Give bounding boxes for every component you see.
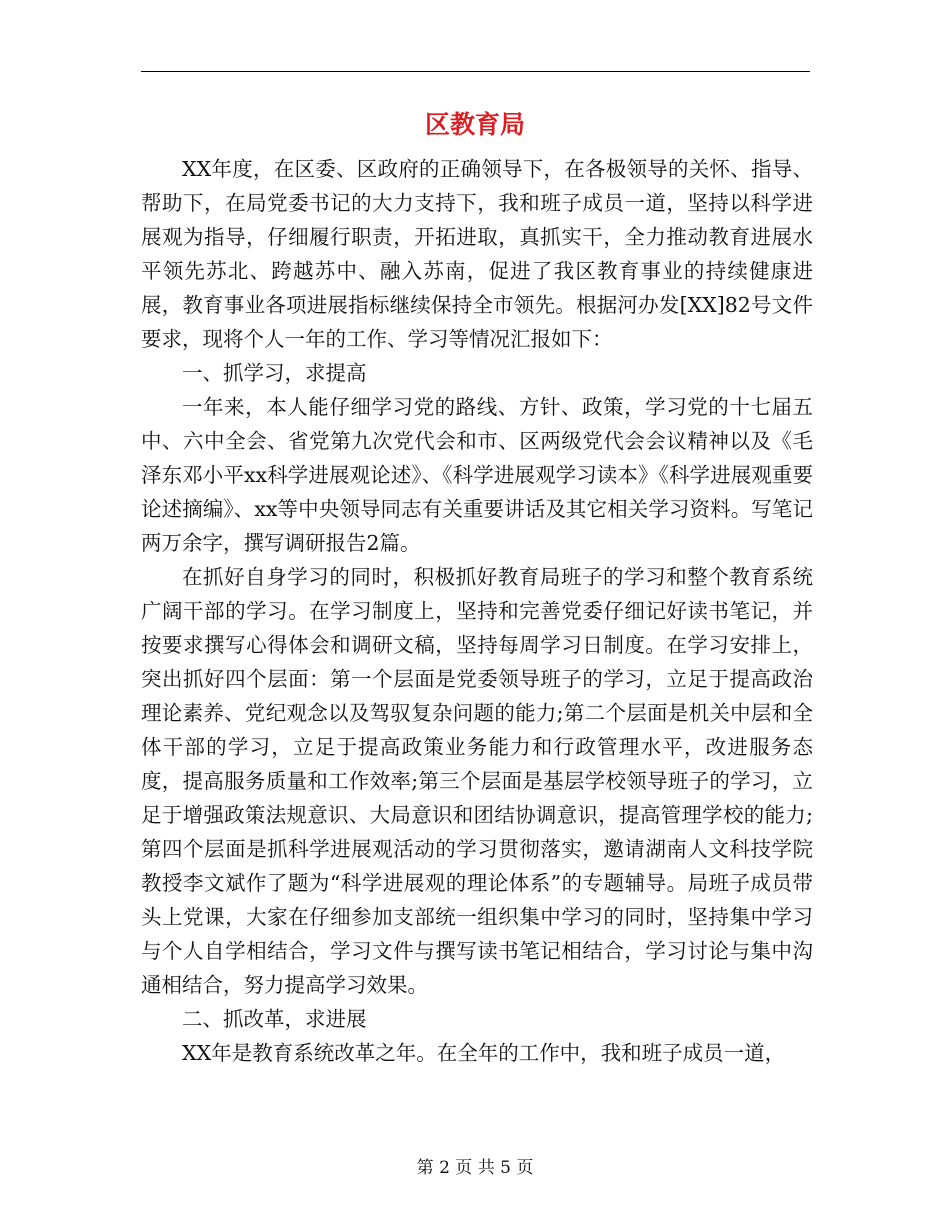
page-number-footer: 第 2 页 共 5 页	[416, 1158, 534, 1178]
document-title: 区教育局	[424, 110, 525, 139]
paragraph-study-1: 一年来，本人能仔细学习党的路线、方针、政策，学习党的十七届五中、六中全会、省党第九次党代会和市、区两级党代会会议精神以及《毛泽东邓小平xx科学进展观论述》、《科学进展观学习读本》《科学进展观重要论述摘编》、xx等中央领导同志有关重要讲话及其它相关学习资料。写笔记两万余字，撰写调研报告2篇。	[141, 395, 813, 555]
paragraph-reform: XX年是教育系统改革之年。在全年的工作中，我和班子成员一道，	[182, 1041, 786, 1065]
paragraph-study-2: 在抓好自身学习的同时，积极抓好教育局班子的学习和整个教育系统广阔干部的学习。在学习制度上，坚持和完善党委仔细记好读书笔记，并按要求撰写心得体会和调研文稿，坚持每周学习日制度。在学习安排上，突出抓好四个层面：第一个层面是党委领导班子的学习，立足于提高政治理论素养、党纪观念以及驾驭复杂问题的能力;第二个层面是机关中层和全体干部的学习，立足于提高政策业务能力和行政管理水平，改进服务态度，提高服务质量和工作效率;第三个层面是基层学校领导班子的学习，立足于增强政策法规意识、大局意识和团结协调意识，提高管理学校的能力;第四个层面是抓科学进展观活动的学习贯彻落实，邀请湖南人文科技学院教授李文斌作了题为“科学进展观的理论体系”的专题辅导。局班子成员带头上党课，大家在仔细参加支部统一组织集中学习的同时，坚持集中学习与个人自学相结合，学习文件与撰写读书笔记相结合，学习讨论与集中沟通相结合，努力提高学习效果。	[141, 565, 813, 997]
document-body	[141, 152, 813, 1070]
section-heading-2: 二、抓改革，求进展	[182, 1007, 367, 1031]
header-rule	[141, 71, 810, 72]
paragraph-intro: XX年度，在区委、区政府的正确领导下，在各极领导的关怀、指导、帮助下，在局党委书记的大力支持下，我和班子成员一道，坚持以科学进展观为指导，仔细履行职责，开拓进取，真抓实干，全力推动教育进展水平领先苏北、跨越苏中、融入苏南，促进了我区教育事业的持续健康进展，教育事业各项进展指标继续保持全市领先。根据河办发[XX]82号文件要求，现将个人一年的工作、学习等情况汇报如下：	[141, 157, 813, 351]
section-heading-1: 一、抓学习，求提高	[182, 361, 367, 385]
